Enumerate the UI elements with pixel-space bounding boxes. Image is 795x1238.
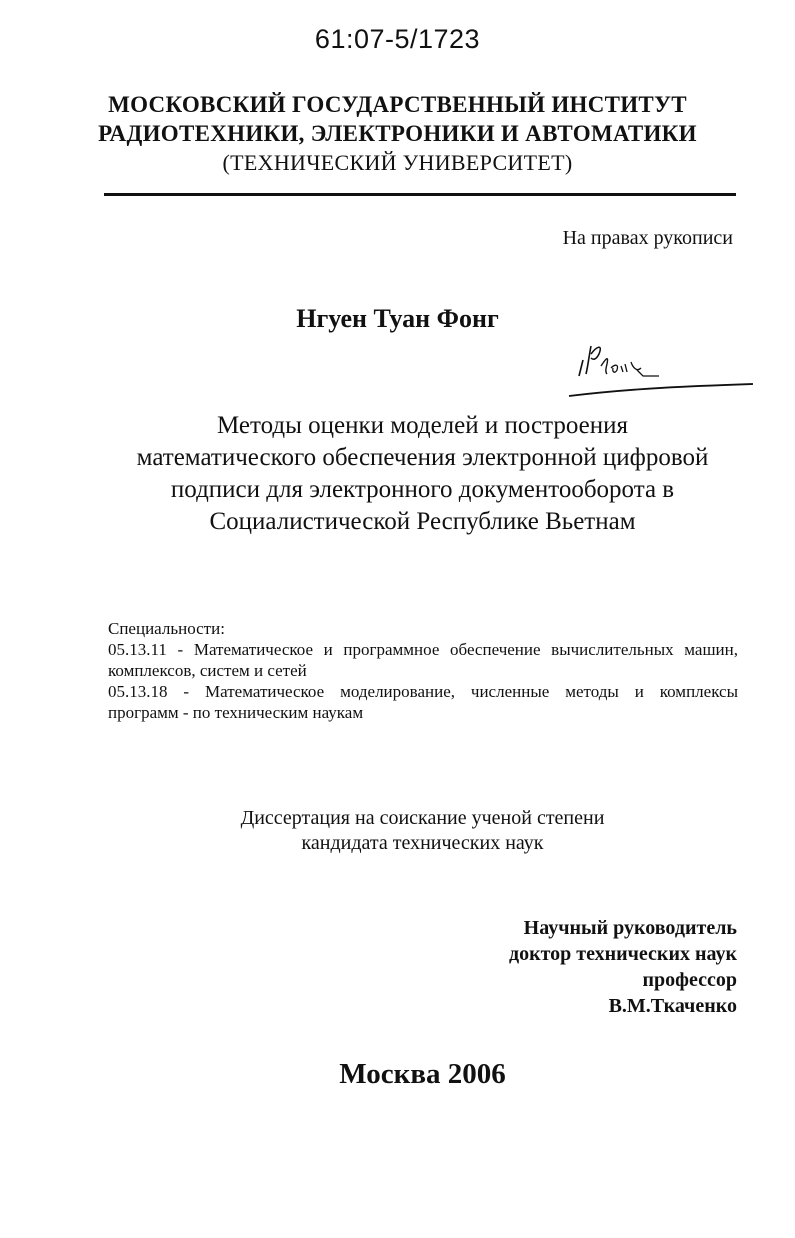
specialty-2-line-1: 05.13.18 - Математическое моделирование, численные методы и комплексы: [108, 682, 738, 701]
institution-line-1: МОСКОВСКИЙ ГОСУДАРСТВЕННЫЙ ИНСТИТУТ: [108, 92, 687, 117]
header-divider: [104, 193, 736, 196]
specialty-1-line-1: 05.13.11 - Математическое и программное обеспечение вычислительных машин,: [108, 640, 738, 659]
degree-statement: [0, 806, 795, 856]
archive-stamp-number: 61:07-5/1723: [314, 24, 481, 54]
advisor-degree: доктор технических наук: [508, 943, 737, 965]
specialty-1-line-2: комплексов, систем и сетей: [108, 661, 307, 680]
city-year: Москва 2006: [339, 1058, 506, 1090]
degree-line-1: Диссертация на соискание ученой степени: [240, 807, 605, 829]
advisor-role: Научный руководитель: [523, 917, 737, 939]
advisor-title: профессор: [642, 969, 737, 991]
institution-line-2: РАДИОТЕХНИКИ, ЭЛЕКТРОНИКИ И АВТОМАТИКИ: [98, 121, 697, 146]
specialties-heading: Специальности:: [108, 619, 225, 638]
title-line: подписи для электронного документооборота в: [170, 476, 675, 503]
advisor-name: В.М.Ткаченко: [608, 995, 737, 1017]
title-line: математического обеспечения электронной цифровой: [136, 444, 709, 471]
rights-note: На правах рукописи: [562, 227, 733, 249]
title-line: Социалистической Республике Вьетнам: [209, 508, 636, 535]
title-line: Методы оценки моделей и построения: [217, 412, 628, 439]
handwritten-signature: [555, 330, 755, 400]
scientific-advisor: [509, 915, 737, 1019]
degree-line-2: кандидата технических наук: [301, 832, 544, 854]
institution-header: [0, 90, 795, 177]
specialties-block: [108, 618, 738, 723]
specialty-2-line-2: программ - по техническим наукам: [108, 703, 364, 722]
author-name: Нгуен Туан Фонг: [296, 304, 499, 333]
thesis-title: [60, 410, 785, 538]
institution-line-3: (ТЕХНИЧЕСКИЙ УНИВЕРСИТЕТ): [222, 150, 573, 175]
